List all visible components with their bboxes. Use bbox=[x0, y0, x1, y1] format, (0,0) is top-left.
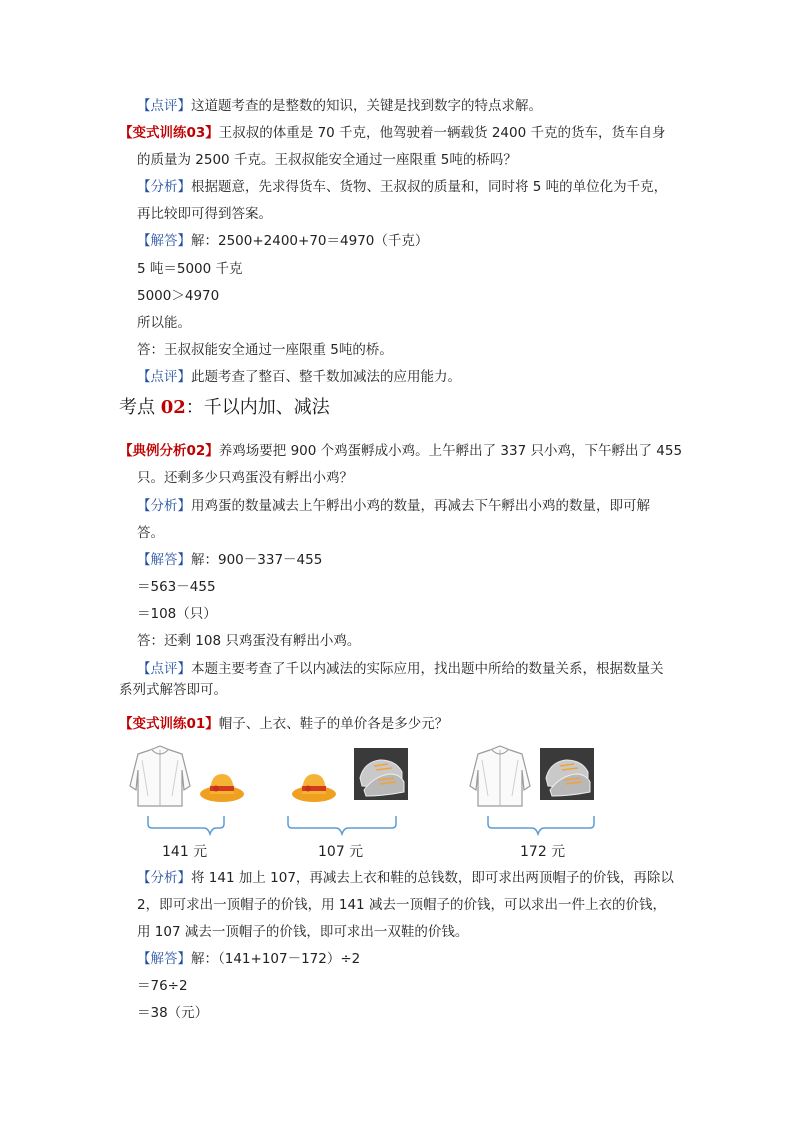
analysis-tag: 【分析】 bbox=[137, 179, 191, 195]
exercise-01-analysis-line-3: 用 107 减去一顶帽子的价钱，即可求出一双鞋的价钱。 bbox=[137, 924, 469, 940]
jacket-icon bbox=[130, 746, 190, 806]
exercise-03-tag: 【变式训练03】 bbox=[119, 125, 219, 141]
section-heading bbox=[119, 396, 330, 420]
answer-tag: 【解答】 bbox=[137, 233, 191, 249]
analysis-text-1: 根据题意，先求得货车、货物、王叔叔的质量和，同时将 5 吨的单位化为千克， bbox=[191, 179, 668, 195]
analysis-text-1: 将 141 加上 107，再减去上衣和鞋的总钱数，即可求出两顶帽子的价钱，再除以 bbox=[191, 870, 674, 886]
exercise-03-answer-line-2: 5 吨＝5000 千克 bbox=[137, 261, 243, 277]
comment-text: 这道题考查的是整数的知识，关键是找到数字的特点求解。 bbox=[191, 98, 542, 114]
exercise-01-question-line bbox=[119, 714, 448, 734]
comment-tag: 【点评】 bbox=[137, 661, 191, 677]
exercise-03-answer-line-1 bbox=[137, 231, 428, 251]
comment-tag: 【点评】 bbox=[137, 98, 191, 114]
typical-02-question-line-2: 只。还剩多少只鸡蛋没有孵出小鸡？ bbox=[137, 470, 353, 486]
exercise-03-question-line-2: 的质量为 2500 千克。王叔叔能安全通过一座限重 5吨的桥吗？ bbox=[137, 152, 517, 168]
typical-02-question-text-1: 养鸡场要把 900 个鸡蛋孵成小鸡。上午孵出了 337 只小鸡，下午孵出了 455 bbox=[218, 443, 683, 459]
shoes-icon bbox=[354, 748, 408, 800]
answer-tag: 【解答】 bbox=[137, 951, 191, 967]
comment-line bbox=[137, 96, 542, 116]
answer-step-1: 解：（141+107－172）÷2 bbox=[191, 951, 361, 967]
exercise-03-analysis-line-1 bbox=[137, 177, 667, 197]
exercise-03-question-line-1 bbox=[119, 123, 666, 143]
analysis-tag: 【分析】 bbox=[137, 498, 191, 514]
hat-icon bbox=[200, 774, 244, 802]
exercise-01-answer-line-1 bbox=[137, 949, 360, 969]
price-label-1: 141 元 bbox=[162, 844, 208, 860]
typical-02-answer-line-3: ＝108（只） bbox=[137, 606, 217, 622]
exercise-01-analysis-line-2: 2，即可求出一顶帽子的价钱，用 141 减去一顶帽子的价钱，可以求出一件上衣的价钱， bbox=[137, 897, 666, 913]
section-prefix: 考点 bbox=[119, 397, 161, 418]
comment-text: 此题考查了整百、整千数加减法的应用能力。 bbox=[191, 369, 461, 385]
analysis-tag: 【分析】 bbox=[137, 870, 191, 886]
answer-step-1: 解：900－337－455 bbox=[191, 552, 323, 568]
exercise-03-comment-line bbox=[137, 367, 461, 387]
shoes-icon bbox=[540, 748, 594, 800]
section-number: 02 bbox=[160, 397, 186, 418]
exercise-03-question-text-1: 王叔叔的体重是 70 千克，他驾驶着一辆载货 2400 千克的货车，货车自身 bbox=[218, 125, 666, 141]
section-title: ：千以内加、减法 bbox=[185, 397, 330, 418]
exercise-01-question-text: 帽子、上衣、鞋子的单价各是多少元？ bbox=[218, 716, 449, 732]
exercise-03-answer-line-5: 答：王叔叔能安全通过一座限重 5吨的桥。 bbox=[137, 342, 393, 358]
typical-02-answer-line-1 bbox=[137, 550, 322, 570]
typical-02-comment-line-1 bbox=[137, 659, 664, 679]
hat-icon bbox=[292, 774, 336, 802]
typical-02-answer-line-2: ＝563－455 bbox=[137, 579, 216, 595]
exercise-01-analysis-line-1 bbox=[137, 868, 674, 888]
answer-step-1: 解：2500+2400+70＝4970（千克） bbox=[191, 233, 429, 249]
answer-tag: 【解答】 bbox=[137, 552, 191, 568]
exercise-03-analysis-line-2: 再比较即可得到答案。 bbox=[137, 206, 272, 222]
exercise-03-answer-line-4: 所以能。 bbox=[137, 315, 191, 331]
jacket-icon bbox=[470, 746, 530, 806]
analysis-text-1: 用鸡蛋的数量减去上午孵出小鸡的数量，再减去下午孵出小鸡的数量，即可解 bbox=[191, 498, 650, 514]
typical-02-answer-line-4: 答：还剩 108 只鸡蛋没有孵出小鸡。 bbox=[137, 633, 361, 649]
exercise-03-answer-line-3: 5000＞4970 bbox=[137, 288, 220, 304]
typical-02-analysis-line-1 bbox=[137, 496, 650, 516]
comment-text-1: 本题主要考查了千以内减法的实际应用，找出题中所给的数量关系，根据数量关 bbox=[191, 661, 664, 677]
exercise-01-answer-line-2: ＝76÷2 bbox=[137, 978, 188, 994]
typical-02-question-line-1 bbox=[119, 441, 682, 461]
typical-02-comment-line-2: 系列式解答即可。 bbox=[119, 682, 227, 698]
exercise-01-tag: 【变式训练01】 bbox=[119, 716, 219, 732]
brace-group-3 bbox=[488, 816, 594, 834]
brace-group-2 bbox=[288, 816, 396, 834]
price-label-2: 107 元 bbox=[318, 844, 364, 860]
exercise-01-answer-line-3: ＝38（元） bbox=[137, 1005, 209, 1021]
typical-02-analysis-line-2: 答。 bbox=[137, 525, 164, 541]
typical-02-tag: 【典例分析02】 bbox=[119, 443, 219, 459]
comment-tag: 【点评】 bbox=[137, 369, 191, 385]
price-label-3: 172 元 bbox=[520, 844, 566, 860]
price-figure bbox=[128, 740, 598, 862]
brace-group-1 bbox=[148, 816, 224, 834]
